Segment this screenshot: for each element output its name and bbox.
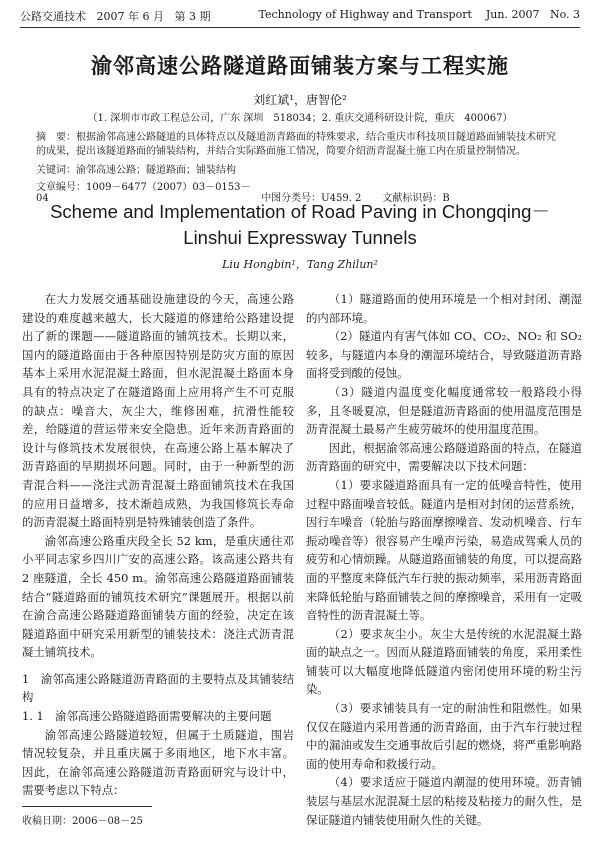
- document-code: 文献标识码：B: [382, 193, 450, 204]
- body-paragraph: （3）隧道内温度变化幅度通常较一般路段小得多，且冬暖夏凉，但是隧道沥青路面的使用温度范围是沥青混凝土最易产生疲劳破坏的使用温度范围。: [306, 384, 582, 437]
- section-heading: 1 渝邻高速公路隧道沥青路面的主要特点及其铺装结构: [22, 671, 294, 705]
- journal-name-cn: 公路交通技术: [20, 10, 86, 23]
- authors-cn: 刘红斌¹，唐智伦²: [253, 93, 347, 107]
- body-paragraph: 渝邻高速公路重庆段全长 52 km，是重庆通往邓小平同志家乡四川广安的高速公路。该高速公路共有 2 座隧道，全长 450 m。渝邻高速公路隧道路面铺装结合“隧道路面的铺筑技术研究”课题展开。根据以前在渝合高速公路隧道路面铺装方面的经验，决定在该隧道路面中研究采用新型的铺装技术：浇注式沥青混凝土铺筑技术。: [22, 533, 294, 660]
- subsection-heading: 1. 1 渝邻高速公路隧道路面需要解决的主要问题: [22, 709, 272, 724]
- issue-cn: 第 3 期: [174, 10, 211, 23]
- year-cn: 2007 年 6 月: [96, 10, 164, 23]
- paper-title-cn: 渝邻高速公路隧道路面铺装方案与工程实施: [91, 53, 509, 78]
- body-paragraph: 在大力发展交通基础设施建设的今天，高速公路建设的难度越来越大，长大隧道的修建给公路建设提出了新的课题——隧道路面的铺筑技术。长期以来，国内的隧道路面由于各种原因特别是防灾方面的原因基本上采用水泥混凝土路面，但水泥混凝土路面本身具有的特点决定了在隧道路面上应用将产生不可克服的缺点：噪音大，灰尘大，维修困难，抗滑性能较差，给隧道的营运带来安全隐患。近年来沥青路面的设计与修筑技术发展很快，在高速公路上基本解决了沥青路面的早期损坏问题。同时，由于一种新型的沥青混合料——浇注式沥青混凝土路面铺筑技术在我国的应用日益增多，技术渐趋成熟，为我国修筑长寿命的沥青混凝土路面特别是特殊铺装创造了条件。: [22, 292, 294, 530]
- body-paragraph: （3）要求铺装具有一定的耐油性和阻燃性。如果仅仅在隧道内采用普通的沥青路面，由于汽车行驶过程中的漏油或发生交通事故后引起的燃烧，将严重影响路面的使用寿命和救援行动。: [306, 701, 582, 771]
- authors-en: Liu Hongbin¹，Tang Zhilun²: [222, 258, 378, 271]
- abstract-cn: 摘 要：根据渝邻高速公路隧道的具体特点以及隧道沥青路面的特殊要求，结合重庆市科技项目隧道路面铺装技术研究的成果，提出该隧道路面的铺装结构，并结合实际路面施工情况，简要介绍沥青混凝土施工内在质量控制情况。: [36, 132, 556, 157]
- issue-en: No. 3: [549, 8, 580, 21]
- received-date-footnote: 收稿日期：2006－08－25: [22, 816, 143, 827]
- article-number: 文章编号：1009－6477（2007）03－0153－04: [36, 182, 251, 204]
- header-left: [20, 8, 210, 24]
- body-paragraph: （2）隧道内有害气体如 CO、CO₂、NO₂ 和 SO₂ 较多，与隧道内本身的潮湿环境结合，导致隧道沥青路面将受到酸的侵蚀。: [306, 329, 582, 381]
- body-column-right: [306, 290, 582, 829]
- body-paragraph: （2）要求灰尘小。灰尘大是传统的水泥混凝土路面的缺点之一。因而从隧道路面铺装的角度，采用柔性铺装可以大幅度地降低隧道内密闭使用环境的粉尘污染。: [306, 626, 582, 697]
- header-divider: [20, 27, 580, 28]
- body-column-left: [22, 290, 294, 800]
- body-paragraph: 因此，根据渝邻高速公路隧道路面的特点，在隧道沥青路面的研究中，需要解决以下技术问题：: [306, 440, 582, 474]
- keywords-cn: 关键词：渝邻高速公路；隧道路面；铺装结构: [36, 165, 236, 176]
- affiliation-cn: （1. 深圳市市政工程总公司，广东 深圳 518034；2. 重庆交通科研设计院，重庆 400067）: [87, 113, 513, 124]
- body-paragraph: （1）隧道路面的使用环境是一个相对封闭、潮湿的内部环境。: [306, 292, 582, 325]
- journal-name-en: Technology of Highway and Transport: [258, 8, 472, 21]
- running-header: [20, 8, 580, 24]
- body-paragraph: 渝邻高速公路隧道较短，但属于土质隧道，围岩情况较复杂，并且重庆属于多雨地区，地下水丰富。因此，在渝邻高速公路隧道沥青路面研究与设计中，需要考虑以下特点：: [22, 727, 294, 798]
- paper-title-en: Scheme and Implementation of Road Paving in Chongqing－Linshui Expressway Tunnels: [50, 201, 550, 248]
- header-right: [259, 8, 580, 24]
- body-paragraph: （1）要求隧道路面具有一定的低噪音特性，使用过程中路面噪音较低。隧道内是相对封闭的运营系统，因行车噪音（轮胎与路面摩擦噪音、发动机噪音、行车振动噪音等）很容易产生噪声污染，易造成驾乘人员的疲劳和心情烦躁。从隧道路面铺装的角度，可以提高路面的平整度来降低汽车行驶的振动频率，采用沥青路面来降低轮胎与路面铺装之间的摩擦噪音，采用有一定吸音特性的沥青混凝土等。: [306, 477, 582, 623]
- date-en: Jun. 2007: [485, 8, 540, 21]
- class-number: 中图分类号：U459. 2: [261, 193, 362, 204]
- body-paragraph: （4）要求适应于隧道内潮湿的使用环境。沥青铺装层与基层水泥混凝土层的粘接及粘接力的耐久性，是保证隧道内铺装使用耐久性的关键。: [306, 775, 582, 827]
- footnote-divider: [22, 806, 152, 807]
